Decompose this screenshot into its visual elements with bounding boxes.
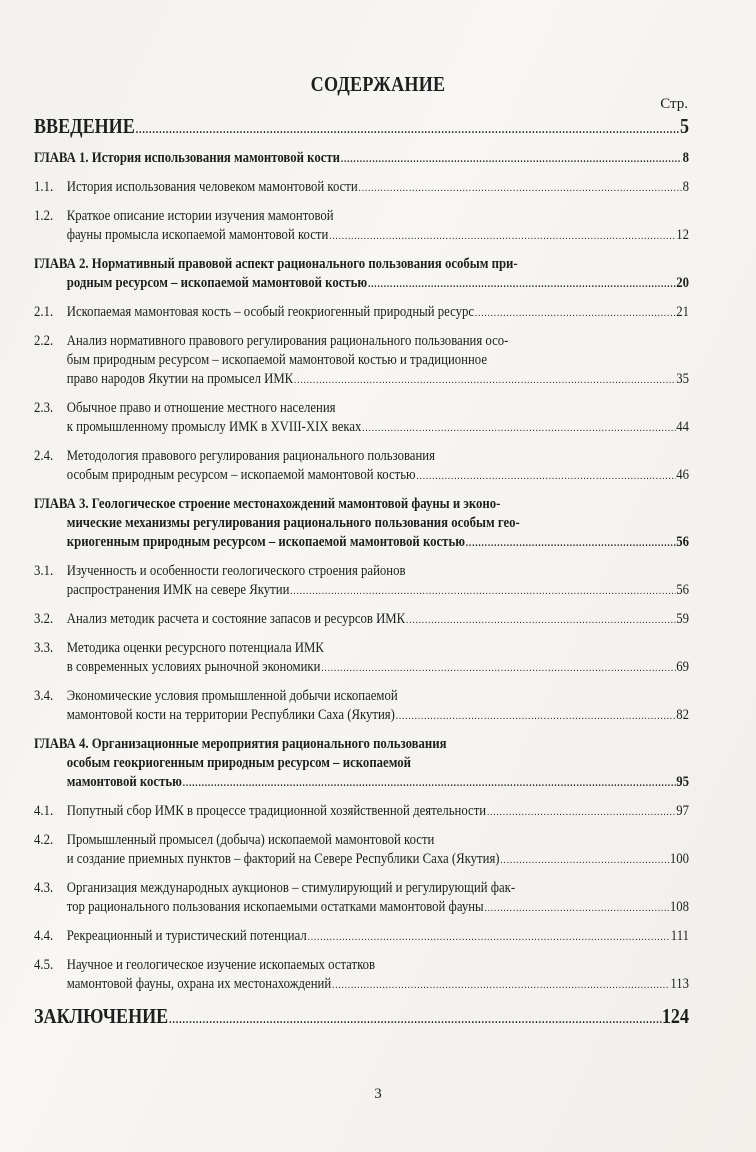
entry-body xyxy=(34,331,689,390)
entry-body xyxy=(34,446,689,486)
entry-body xyxy=(34,734,689,793)
toc-chapter-entry[interactable] xyxy=(34,494,689,553)
entry-body xyxy=(34,926,689,947)
toc-chapter-entry[interactable] xyxy=(34,254,689,294)
entry-page-number: 8 xyxy=(682,178,689,195)
entry-text-line: Методика оценки ресурсного потенциала ИМК xyxy=(66,639,324,656)
dot-leader xyxy=(362,419,675,438)
entry-page-number: 113 xyxy=(670,975,689,992)
entry-text-line: ГЛАВА 3. Геологическое строение местонахождений мамонтовой фауны и эконо- xyxy=(34,495,501,512)
entry-body xyxy=(34,206,689,246)
entry-page-number: 95 xyxy=(676,773,689,790)
section-number: 2.4. xyxy=(34,447,54,464)
entry-last-row xyxy=(34,974,689,995)
entry-page-number: 8 xyxy=(682,149,689,166)
dot-leader xyxy=(484,899,669,918)
entry-text-line: Краткое описание истории изучения мамонтовой xyxy=(66,207,334,224)
entry-body xyxy=(34,398,689,438)
toc-chapter-entry[interactable] xyxy=(34,148,689,169)
toc-major-entry[interactable] xyxy=(34,113,689,142)
entry-last-row xyxy=(34,225,689,246)
entry-text-line: Обычное право и отношение местного населения xyxy=(66,399,336,416)
entry-last-row xyxy=(34,772,689,793)
entry-page-number: 20 xyxy=(676,274,689,291)
entry-body xyxy=(34,955,689,995)
section-number: 2.1. xyxy=(34,303,54,320)
entry-body xyxy=(34,113,689,142)
entry-page-number: 46 xyxy=(676,466,689,483)
entry-last-row xyxy=(34,657,689,678)
entry-title: Рекреационный и туристический потенциал xyxy=(66,927,307,944)
entry-text-line: Организация международных аукционов – стимулирующий и регулирующий фак- xyxy=(66,879,516,896)
section-number: 4.2. xyxy=(34,831,54,848)
entry-text-line: особым геокриогенным природным ресурсом – ископаемой xyxy=(66,754,411,771)
dot-leader xyxy=(416,467,675,486)
entry-last-row xyxy=(34,369,689,390)
dot-leader xyxy=(329,227,675,246)
toc-section-entry[interactable] xyxy=(34,638,689,678)
dot-leader xyxy=(368,275,675,294)
entry-page-number: 124 xyxy=(661,1004,689,1028)
entry-body xyxy=(34,561,689,601)
entry-body xyxy=(34,686,689,726)
entry-last-row xyxy=(34,705,689,726)
section-number: 2.3. xyxy=(34,399,54,416)
entry-body xyxy=(34,177,689,198)
entry-text-line: бым природным ресурсом – ископаемой мамонтовой костью и традиционное xyxy=(66,351,488,368)
section-number: 2.2. xyxy=(34,332,54,349)
entry-last-row xyxy=(34,273,689,294)
entry-title: и создание приемных пунктов – факторий на Севере Республики Саха (Якутия) xyxy=(66,850,500,867)
entry-text-line: Экономические условия промышленной добычи ископаемой xyxy=(66,687,398,704)
dot-leader xyxy=(475,304,675,323)
section-number: 3.3. xyxy=(34,639,54,656)
entry-title: фауны промысла ископаемой мамонтовой кости xyxy=(66,226,329,243)
table-of-contents xyxy=(34,113,689,1038)
section-number: 4.3. xyxy=(34,879,54,896)
entry-last-row xyxy=(34,465,689,486)
entry-last-row xyxy=(34,926,689,947)
entry-body xyxy=(34,801,689,822)
dot-leader xyxy=(500,851,669,870)
entry-page-number: 5 xyxy=(679,114,689,138)
entry-last-row xyxy=(34,148,689,169)
entry-body xyxy=(34,148,689,169)
entry-body xyxy=(34,609,689,630)
entry-text-line: Изученность и особенности геологического строения районов xyxy=(66,562,406,579)
entry-line-row xyxy=(34,686,689,705)
toc-section-entry[interactable] xyxy=(34,177,689,198)
toc-section-entry[interactable] xyxy=(34,955,689,995)
toc-section-entry[interactable] xyxy=(34,686,689,726)
entry-body xyxy=(34,638,689,678)
entry-last-row xyxy=(34,609,689,630)
dot-leader xyxy=(332,976,669,995)
entry-line-row xyxy=(34,753,689,772)
toc-section-entry[interactable] xyxy=(34,331,689,390)
entry-last-row xyxy=(34,417,689,438)
entry-page-number: 97 xyxy=(676,802,689,819)
dot-leader xyxy=(466,534,676,553)
entry-last-row xyxy=(34,897,689,918)
dot-leader xyxy=(294,371,675,390)
entry-body xyxy=(34,302,689,323)
entry-line-row xyxy=(34,446,689,465)
entry-line-row xyxy=(34,955,689,974)
entry-page-number: 12 xyxy=(676,226,689,243)
entry-line-row xyxy=(34,398,689,417)
entry-title: право народов Якутии на промысел ИМК xyxy=(66,370,294,387)
entry-text-line: ГЛАВА 4. Организационные мероприятия рационального пользования xyxy=(34,735,447,752)
entry-page-number: 108 xyxy=(669,898,689,915)
entry-last-row xyxy=(34,302,689,323)
entry-page-number: 21 xyxy=(676,303,689,320)
section-number: 3.4. xyxy=(34,687,54,704)
entry-title: мамонтовой кости на территории Республики Саха (Якутия) xyxy=(66,706,395,723)
entry-page-number: 59 xyxy=(676,610,689,627)
entry-page-number: 56 xyxy=(676,533,689,550)
dot-leader xyxy=(341,150,682,169)
section-number: 1.1. xyxy=(34,178,54,195)
toc-section-entry[interactable] xyxy=(34,302,689,323)
dot-leader xyxy=(169,1006,661,1032)
dot-leader xyxy=(290,582,675,601)
entry-title: История использования человеком мамонтовой кости xyxy=(66,178,358,195)
entry-last-row xyxy=(34,849,689,870)
entry-last-row xyxy=(34,801,689,822)
entry-title: Анализ методик расчета и состояние запасов и ресурсов ИМК xyxy=(66,610,406,627)
entry-body xyxy=(34,494,689,553)
entry-line-row xyxy=(34,878,689,897)
dot-leader xyxy=(396,707,676,726)
toc-section-entry[interactable] xyxy=(34,878,689,918)
entry-page-number: 44 xyxy=(676,418,689,435)
entry-body xyxy=(34,830,689,870)
entry-line-row xyxy=(34,331,689,350)
entry-title: криогенным природным ресурсом – ископаемой мамонтовой костью xyxy=(66,533,465,550)
entry-title: родным ресурсом – ископаемой мамонтовой костью xyxy=(66,274,368,291)
entry-page-number: 35 xyxy=(676,370,689,387)
entry-title: к промышленному промыслу ИМК в XVIII-XIX веках xyxy=(66,418,362,435)
dot-leader xyxy=(308,928,670,947)
entry-title: ВВЕДЕНИЕ xyxy=(34,114,135,138)
entry-body xyxy=(34,254,689,294)
entry-text-line: Научное и геологическое изучение ископаемых остатков xyxy=(66,956,376,973)
toc-section-entry[interactable] xyxy=(34,926,689,947)
entry-page-number: 82 xyxy=(676,706,689,723)
entry-title: распространения ИМК на севере Якутии xyxy=(66,581,290,598)
dot-leader xyxy=(406,611,675,630)
entry-line-row xyxy=(34,734,689,753)
entry-title: особым природным ресурсом – ископаемой мамонтовой костью xyxy=(66,466,416,483)
section-number: 4.4. xyxy=(34,927,54,944)
entry-line-row xyxy=(34,350,689,369)
entry-last-row xyxy=(34,580,689,601)
page-column-label: Стр. xyxy=(660,96,688,112)
entry-page-number: 56 xyxy=(676,581,689,598)
entry-last-row xyxy=(34,113,689,142)
section-number: 4.5. xyxy=(34,956,54,973)
entry-title: мамонтовой фауны, охрана их местонахождений xyxy=(66,975,332,992)
entry-line-row xyxy=(34,206,689,225)
entry-text-line: ГЛАВА 2. Нормативный правовой аспект рационального пользования особым при- xyxy=(34,255,518,272)
entry-last-row xyxy=(34,177,689,198)
entry-last-row xyxy=(34,1003,689,1032)
toc-major-entry[interactable] xyxy=(34,1003,689,1032)
dot-leader xyxy=(321,659,675,678)
section-number: 4.1. xyxy=(34,802,54,819)
entry-line-row xyxy=(34,830,689,849)
entry-line-row xyxy=(34,254,689,273)
entry-line-row xyxy=(34,638,689,657)
entry-body xyxy=(34,1003,689,1032)
toc-section-entry[interactable] xyxy=(34,446,689,486)
toc-section-entry[interactable] xyxy=(34,398,689,438)
entry-line-row xyxy=(34,561,689,580)
section-number: 1.2. xyxy=(34,207,54,224)
entry-page-number: 100 xyxy=(669,850,689,867)
toc-section-entry[interactable] xyxy=(34,609,689,630)
entry-body xyxy=(34,878,689,918)
dot-leader xyxy=(359,179,682,198)
page-title: СОДЕРЖАНИЕ xyxy=(310,72,446,96)
dot-leader xyxy=(183,774,676,793)
toc-section-entry[interactable] xyxy=(34,561,689,601)
entry-text-line: мические механизмы регулирования рационального пользования особым гео- xyxy=(66,514,520,531)
entry-title: ЗАКЛЮЧЕНИЕ xyxy=(34,1004,169,1028)
toc-section-entry[interactable] xyxy=(34,830,689,870)
entry-last-row xyxy=(34,532,689,553)
section-number: 3.2. xyxy=(34,610,54,627)
entry-text-line: Методология правового регулирования рационального пользования xyxy=(66,447,435,464)
entry-page-number: 111 xyxy=(670,927,689,944)
toc-chapter-entry[interactable] xyxy=(34,734,689,793)
entry-text-line: Анализ нормативного правового регулирования рационального пользования осо- xyxy=(66,332,509,349)
entry-page-number: 69 xyxy=(676,658,689,675)
entry-title: в современных условиях рыночной экономики xyxy=(66,658,321,675)
dot-leader xyxy=(136,116,680,142)
entry-title: тор рационального пользования ископаемыми остатками мамонтовой фауны xyxy=(66,898,484,915)
entry-line-row xyxy=(34,513,689,532)
dot-leader xyxy=(487,803,675,822)
entry-line-row xyxy=(34,494,689,513)
page-number: 3 xyxy=(374,1086,382,1102)
entry-text-line: Промышленный промысел (добыча) ископаемой мамонтовой кости xyxy=(66,831,435,848)
toc-section-entry[interactable] xyxy=(34,206,689,246)
entry-title: мамонтовой костью xyxy=(66,773,182,790)
entry-title: Ископаемая мамонтовая кость – особый геокриогенный природный ресурс xyxy=(66,303,475,320)
section-number: 3.1. xyxy=(34,562,54,579)
entry-title: ГЛАВА 1. История использования мамонтовой кости xyxy=(34,149,340,166)
toc-section-entry[interactable] xyxy=(34,801,689,822)
entry-title: Попутный сбор ИМК в процессе традиционной хозяйственной деятельности xyxy=(66,802,487,819)
